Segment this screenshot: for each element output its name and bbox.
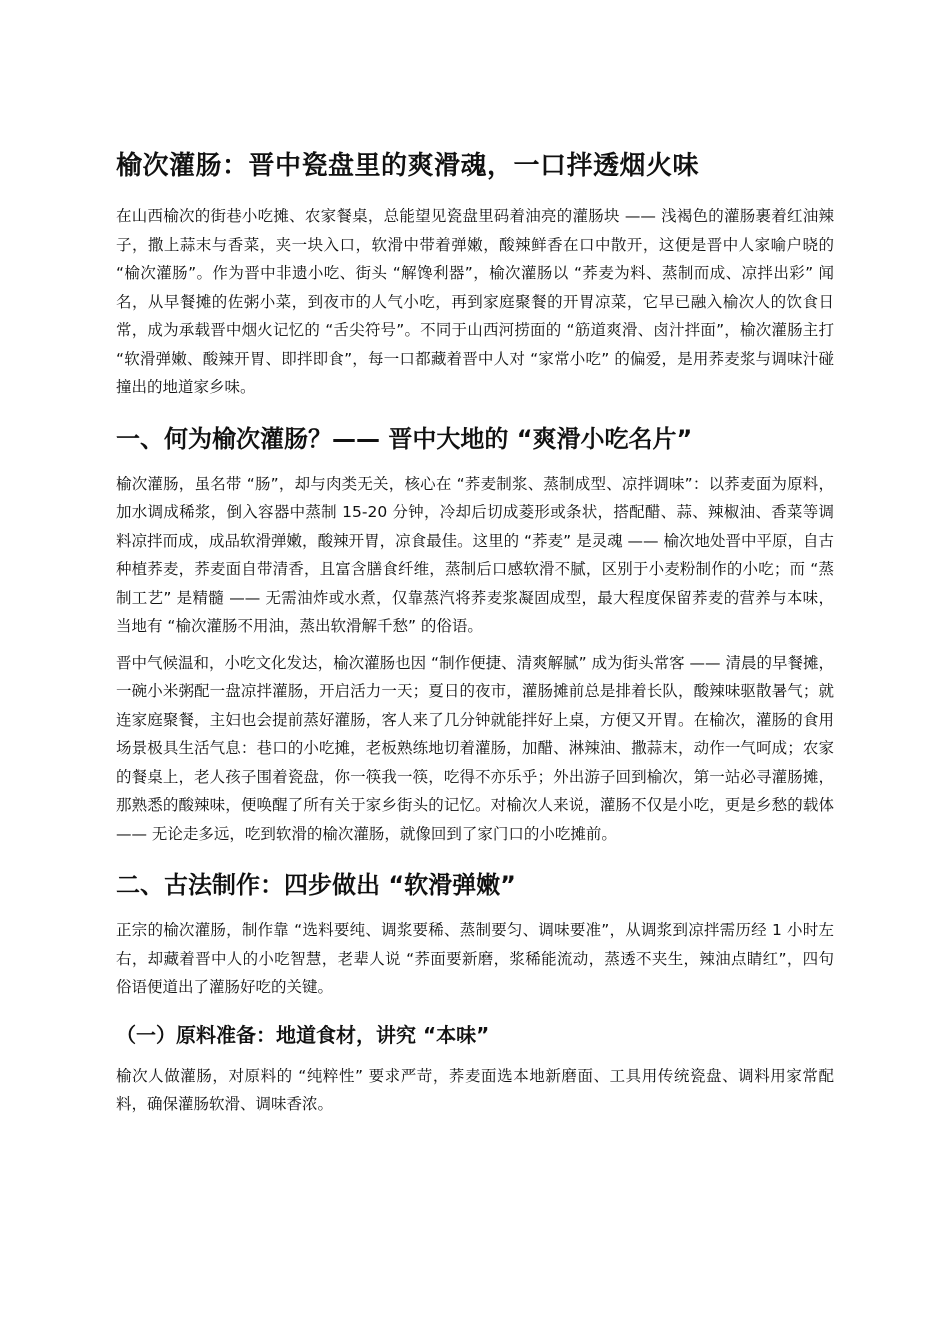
section-2-heading: 二、古法制作：四步做出 “软滑弹嫩”	[116, 871, 516, 899]
section-1-heading: 一、何为榆次灌肠？—— 晋中大地的 “爽滑小吃名片”	[116, 424, 693, 453]
document-page	[116, 148, 834, 1127]
section-2-paragraph-1: 正宗的榆次灌肠，制作靠 “选料要纯、调浆要稀、蒸制要匀、调味要准”，从调浆到凉拌需历经 1 小时左右，却藏着晋中人的小吃智慧，老辈人说 “荞面要新磨，浆稀能流动，蒸透不夹生，辣油点睛红”，四句俗语便道出了灌肠好吃的关键。	[116, 921, 834, 996]
subsection-1-paragraph: 榆次人做灌肠，对原料的 “纯粹性” 要求严苛，荞麦面选本地新磨面、工具用传统瓷盘、调料用家常配料，确保灌肠软滑、调味香浓。	[116, 1066, 834, 1113]
intro-paragraph: 在山西榆次的街巷小吃摊、农家餐桌，总能望见瓷盘里码着油亮的灌肠块 —— 浅褐色的灌肠裹着红油辣子，撒上蒜末与香菜，夹一块入口，软滑中带着弹嫩，酸辣鲜香在口中散开，这便是晋中人家喻户晓的 “榆次灌肠”。作为晋中非遗小吃、街头 “解馋利器”，榆次灌肠以 “荞麦为料、蒸制而成、凉拌出彩” 闻名，从早餐摊的佐粥小菜，到夜市的人气小吃，再到家庭聚餐的开胃凉菜，它早已融入榆次人的饮食日常，成为承载晋中烟火记忆的 “舌尖符号”。不同于山西河捞面的 “筋道爽滑、卤汁拌面”，榆次灌肠主打 “软滑弹嫩、酸辣开胃、即拌即食”，每一口都藏着晋中人对 “家常小吃” 的偏爱，是用荞麦浆与调味汁碰撞出的地道家乡味。	[116, 207, 834, 396]
section-1-paragraph-2: 晋中气候温和，小吃文化发达，榆次灌肠也因 “制作便捷、清爽解腻” 成为街头常客 —— 清晨的早餐摊，一碗小米粥配一盘凉拌灌肠，开启活力一天；夏日的夜市，灌肠摊前总是排着长队，酸辣味驱散暑气；就连家庭聚餐，主妇也会提前蒸好灌肠，客人来了几分钟就能拌好上桌，方便又开胃。在榆次，灌肠的食用场景极具生活气息：巷口的小吃摊，老板熟练地切着灌肠，加醋、淋辣油、撒蒜末，动作一气呵成；农家的餐桌上，老人孩子围着瓷盘，你一筷我一筷，吃得不亦乐乎；外出游子回到榆次，第一站必寻灌肠摊，那熟悉的酸辣味，便唤醒了所有关于家乡街头的记忆。对榆次人来说，灌肠不仅是小吃，更是乡愁的载体 —— 无论走多远，吃到软滑的榆次灌肠，就像回到了家门口的小吃摊前。	[116, 653, 834, 843]
subsection-1-heading: （一）原料准备：地道食材，讲究 “本味”	[116, 1022, 490, 1047]
section-1-paragraph-1: 榆次灌肠，虽名带 “肠”，却与肉类无关，核心在 “荞麦制浆、蒸制成型、凉拌调味”：以荞麦面为原料，加水调成稀浆，倒入容器中蒸制 15-20 分钟，冷却后切成菱形或条状，搭配醋、蒜、辣椒油、香菜等调料凉拌而成，成品软滑弹嫩，酸辣开胃，凉食最佳。这里的 “荞麦” 是灵魂 —— 榆次地处晋中平原，自古种植荞麦，荞麦面自带清香，且富含膳食纤维，蒸制后口感软滑不腻，区别于小麦粉制作的小吃；而 “蒸制工艺” 是精髓 —— 无需油炸或水煮，仅靠蒸汽将荞麦浆凝固成型，最大程度保留荞麦的营养与本味，当地有 “榆次灌肠不用油，蒸出软滑解千愁” 的俗语。	[116, 474, 834, 635]
article-title: 榆次灌肠：晋中瓷盘里的爽滑魂，一口拌透烟火味	[116, 151, 700, 181]
